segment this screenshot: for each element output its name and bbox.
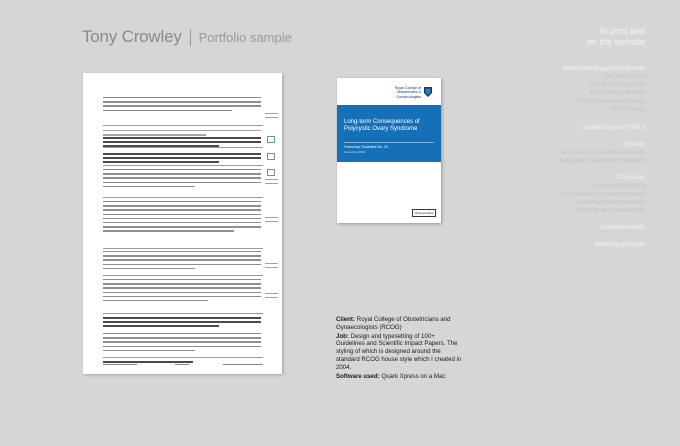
rule-line xyxy=(103,248,263,249)
nav-item[interactable]: RCOG International News xyxy=(575,98,645,105)
guideline-cover-sample[interactable] xyxy=(337,78,441,223)
nav-item[interactable]: Corporate branding xyxy=(593,183,645,190)
rcog-crest-icon xyxy=(424,87,432,97)
text-line xyxy=(103,169,261,170)
client-line xyxy=(336,316,462,332)
grade-box xyxy=(267,136,275,143)
margin-note xyxy=(265,113,278,114)
text-line xyxy=(103,317,261,319)
text-line xyxy=(103,105,261,106)
text-line xyxy=(103,226,261,227)
text-line xyxy=(103,110,232,111)
cover-title-band xyxy=(337,105,441,162)
text-line xyxy=(103,283,261,284)
nav-category-leaflets[interactable]: Leaflets/Flyers/HTMLs xyxy=(581,124,645,132)
cover-org-line: Gynaecologists xyxy=(396,94,421,99)
text-line xyxy=(103,161,219,163)
text-line xyxy=(103,177,261,178)
text-line xyxy=(103,337,261,338)
text-line xyxy=(103,255,261,256)
text-line xyxy=(103,268,195,269)
rule-line xyxy=(103,147,263,148)
text-line xyxy=(103,101,261,102)
job-line xyxy=(336,333,462,372)
margin-note xyxy=(265,297,278,298)
nav-category-newsletters[interactable]: Newsletter/Magazines/Books xyxy=(562,65,645,72)
page-footer xyxy=(103,364,137,365)
portfolio-header xyxy=(82,26,292,48)
client-value: Royal College of Obstetricians and Gynaecologists (RCOG) xyxy=(336,316,451,331)
nav-category-wedding[interactable]: Wedding package xyxy=(593,241,645,249)
client-label: Client: xyxy=(336,316,355,323)
text-line xyxy=(103,325,219,327)
text-line xyxy=(103,361,193,363)
rule-line xyxy=(103,165,263,166)
text-line xyxy=(103,287,261,288)
rule-line xyxy=(103,197,263,198)
text-line xyxy=(103,300,208,301)
rule-line xyxy=(103,125,263,126)
software-label: Software used: xyxy=(336,372,380,380)
job-value: Design and typesetting of 100+ Guidelines and Scientific Impact Papers. The styling of which is designed around the standard RCOG house style which I created in 2004. xyxy=(336,332,462,371)
grade-box xyxy=(267,153,275,160)
header-divider xyxy=(190,29,191,46)
rule-line xyxy=(103,357,263,358)
cover-title: Long-term Consequences of Polycystic Ovary Syndrome xyxy=(344,119,420,133)
nav-item[interactable]: Signage and Tradeshows xyxy=(577,208,645,215)
author-name: Tony Crowley xyxy=(82,27,182,46)
margin-note xyxy=(265,183,278,184)
text-line xyxy=(103,279,261,280)
text-line xyxy=(103,182,261,183)
text-line xyxy=(103,134,206,135)
software-value: Quark Xpress on a Mac xyxy=(381,372,446,380)
text-line xyxy=(103,296,261,297)
nav-item[interactable]: Microbiology Matters xyxy=(589,90,645,97)
nav-item[interactable]: Corporate document templates xyxy=(562,191,645,198)
guideline-page-sample[interactable] xyxy=(83,73,282,374)
text-line xyxy=(103,141,261,143)
text-line xyxy=(103,346,261,347)
text-line xyxy=(103,292,261,293)
text-line xyxy=(103,222,261,223)
text-line xyxy=(103,251,261,252)
cover-guideline-number: Green-top Guideline No. 33 xyxy=(344,145,388,149)
text-line xyxy=(103,214,261,215)
software-line xyxy=(336,373,462,381)
text-line xyxy=(103,218,261,219)
grade-box xyxy=(267,169,275,176)
cover-org-line: Royal College of xyxy=(394,86,421,90)
nav-heading-line[interactable]: In print and xyxy=(599,26,645,36)
margin-note xyxy=(265,267,278,268)
nav-item[interactable]: Letterhead and stationery xyxy=(576,199,645,206)
nice-accredited-badge: NICE accredited xyxy=(412,209,436,217)
text-line xyxy=(103,259,261,260)
text-line xyxy=(103,205,261,206)
text-line xyxy=(103,333,261,334)
text-line xyxy=(103,230,234,231)
text-line xyxy=(103,137,261,139)
nav-category-corporate[interactable]: Corporate xyxy=(616,174,645,182)
nav-heading-line[interactable]: on the website xyxy=(586,37,645,47)
nav-item[interactable]: RCOG News xyxy=(610,106,645,113)
text-line xyxy=(103,321,261,323)
margin-note xyxy=(265,263,278,264)
nav-category-posters[interactable]: Posters xyxy=(623,141,645,149)
page-footer xyxy=(223,364,263,365)
cover-org-line: Obstetricians & xyxy=(396,90,421,95)
text-line xyxy=(103,264,261,265)
cover-date: November 2014 xyxy=(344,150,366,154)
cover-divider xyxy=(344,142,434,143)
margin-note xyxy=(265,117,278,118)
text-line xyxy=(103,186,195,187)
text-line xyxy=(103,130,261,131)
page-subtitle: Portfolio sample xyxy=(198,29,292,45)
text-line xyxy=(103,350,195,351)
text-line xyxy=(103,153,261,155)
text-line xyxy=(103,173,261,174)
nav-item[interactable]: Up to A0, custom and A0 Decals xyxy=(558,150,645,157)
text-line xyxy=(103,97,261,98)
margin-note xyxy=(265,217,278,218)
margin-note xyxy=(265,221,278,222)
text-line xyxy=(103,157,261,159)
text-line xyxy=(103,341,261,342)
portfolio-nav xyxy=(558,26,645,249)
cover-org-name xyxy=(351,86,421,99)
project-details xyxy=(336,316,462,381)
rule-line xyxy=(103,313,263,314)
margin-note xyxy=(265,179,278,180)
job-label: Job: xyxy=(336,332,349,340)
text-line xyxy=(103,201,261,202)
page-footer xyxy=(175,364,189,365)
nav-item[interactable]: The Biochemist xyxy=(603,74,645,80)
nav-category-advertisements[interactable]: Advertisements xyxy=(600,224,645,232)
rule-line xyxy=(103,275,263,276)
nav-item[interactable]: Pull-up and stand-alone banners xyxy=(558,158,645,165)
nav-item[interactable]: The Brand Magazine xyxy=(589,82,645,89)
margin-note xyxy=(265,293,278,294)
text-line xyxy=(103,209,261,210)
